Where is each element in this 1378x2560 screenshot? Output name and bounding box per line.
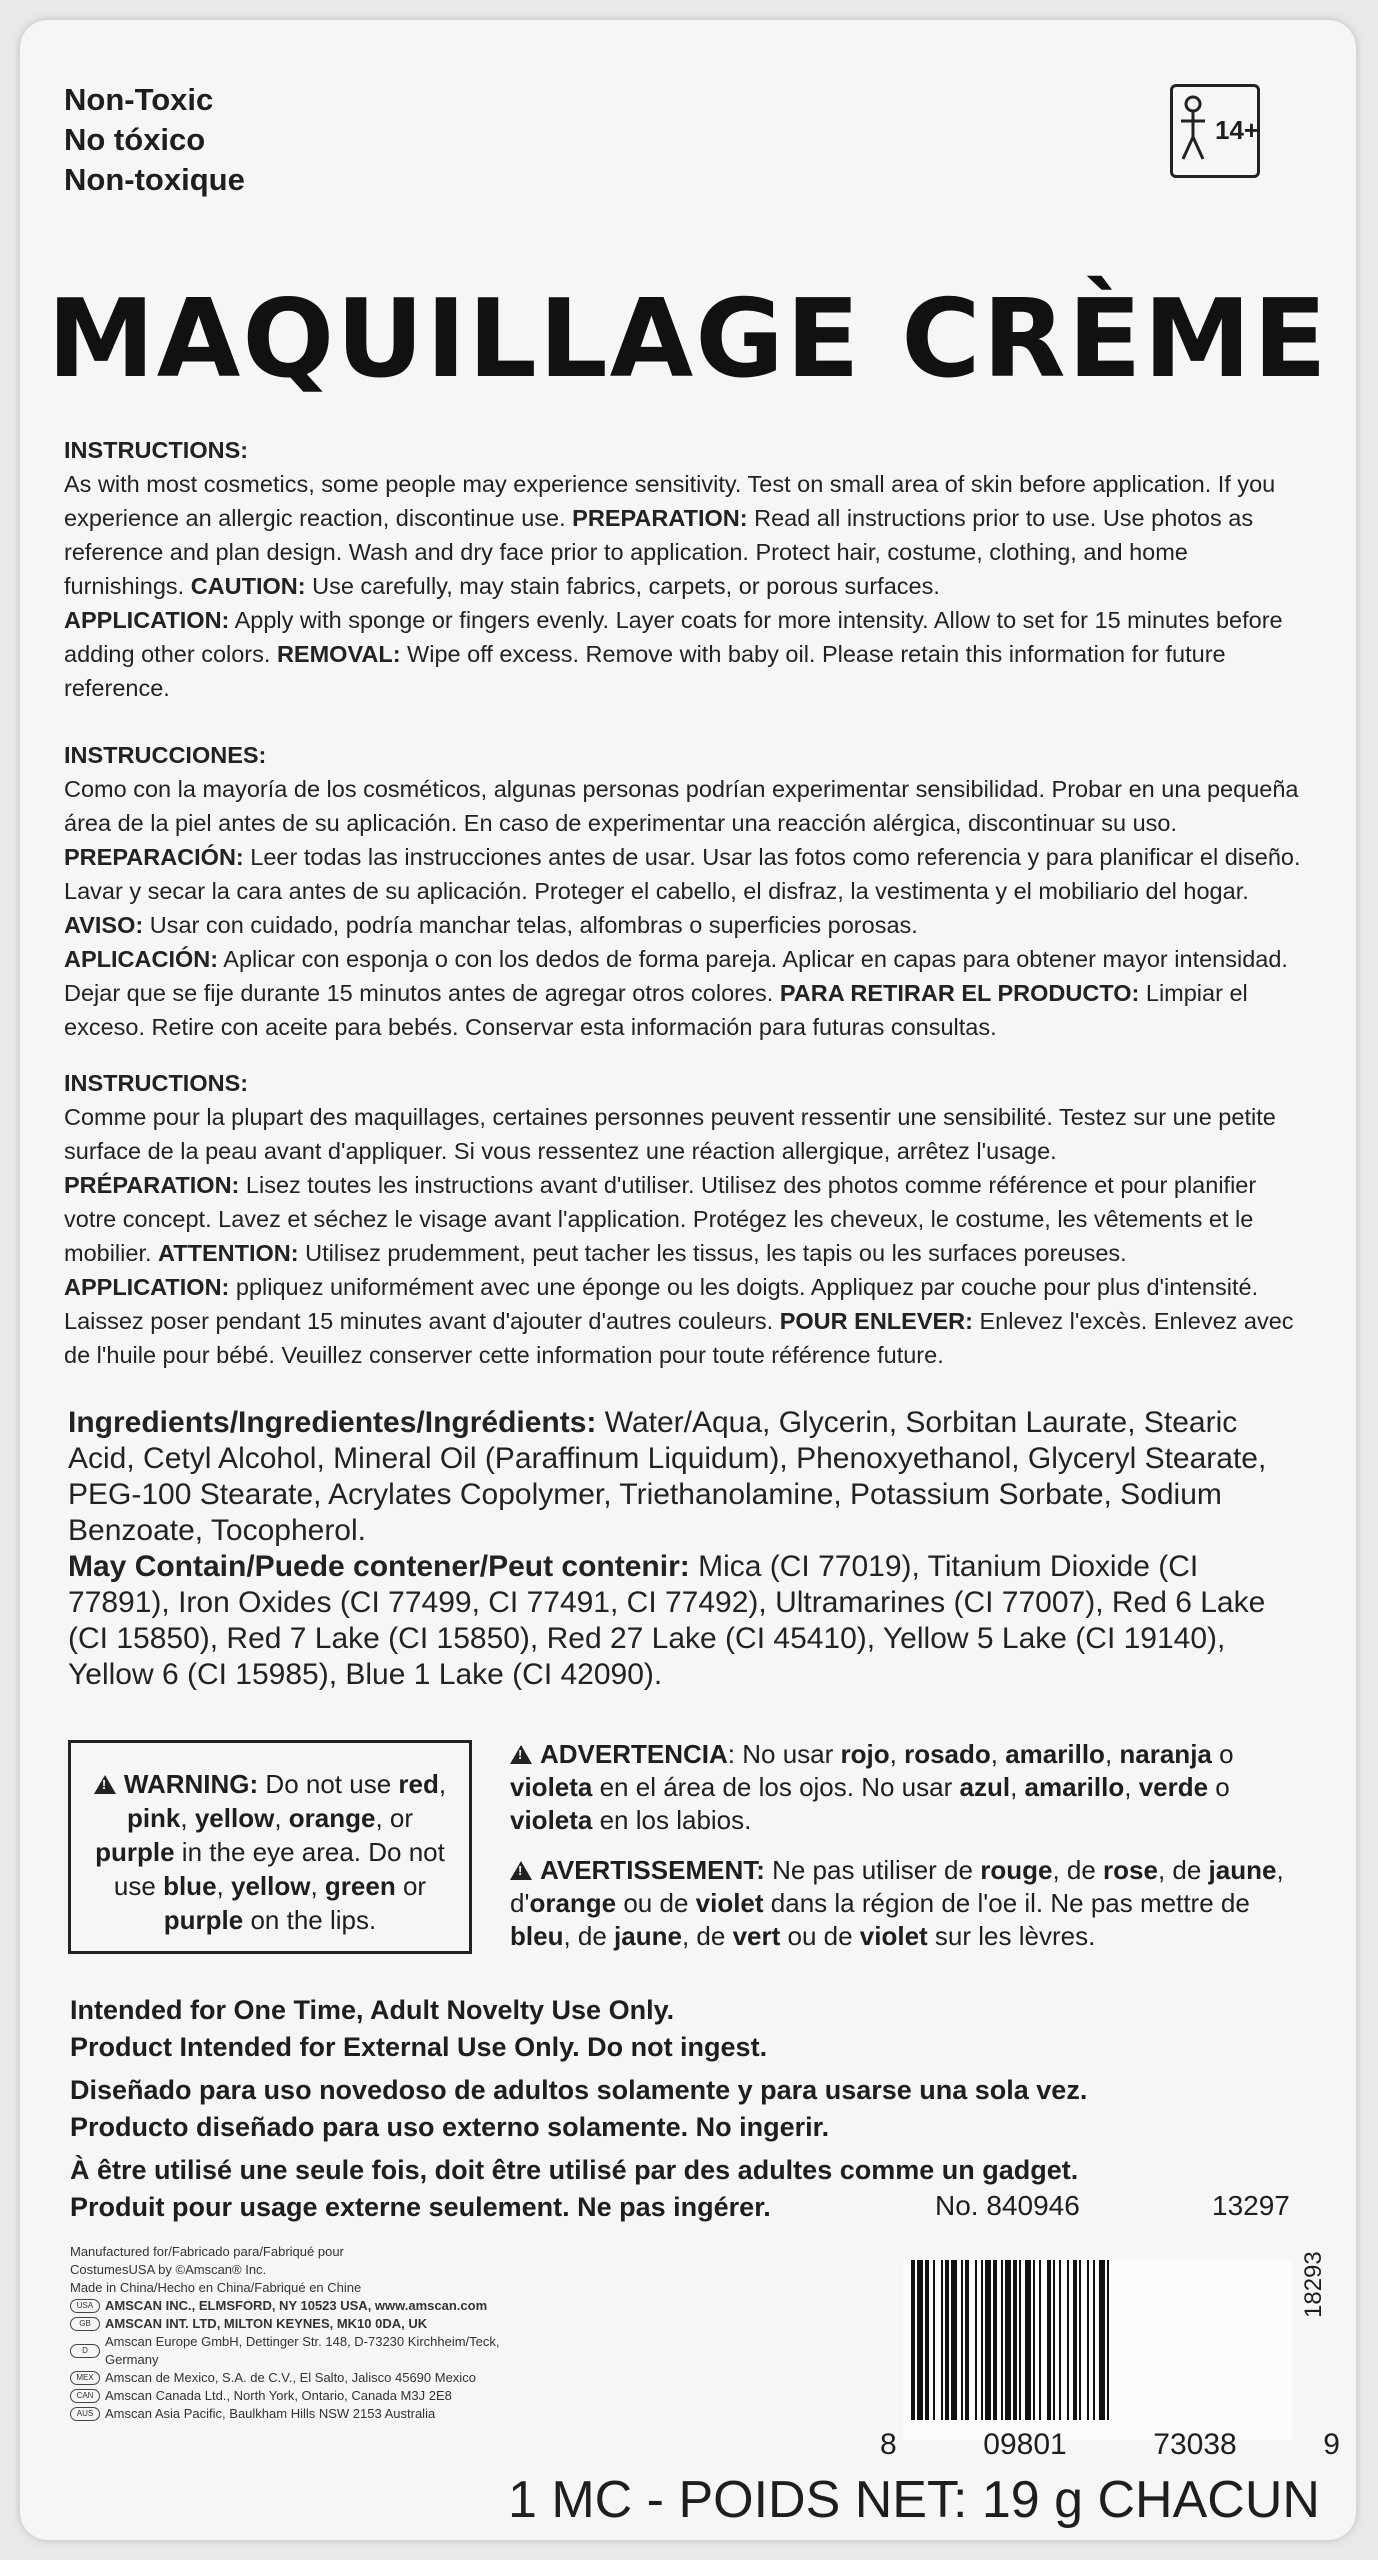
ingredients-label: Ingredients/Ingredientes/Ingrédients: bbox=[68, 1406, 597, 1439]
barcode-area bbox=[903, 2260, 1293, 2440]
barcode bbox=[903, 2260, 1293, 2440]
usage-line: Produit pour usage externe seulement. Ne pas ingérer. bbox=[70, 2192, 771, 2222]
product-code: 13297 bbox=[1212, 2190, 1290, 2221]
barcode-digits bbox=[880, 2428, 1340, 2462]
country-code: CAN bbox=[70, 2389, 100, 2403]
barcode-bar bbox=[1001, 2260, 1003, 2420]
warning-icon bbox=[510, 1861, 532, 1880]
usage-line: Diseñado para uso novedoso de adultos solamente y para usarse una sola vez. bbox=[70, 2075, 1088, 2105]
ingredients-list: Water/Aqua, Glycerin, Sorbitan Laurate, Stearic Acid, Cetyl Alcohol, Mineral Oil (Paraffinum Liquidum), Phenoxyethanol, Glyceryl Stearate, PEG-100 Stearate, Acrylates Copolymer, Triethanolamine, Potassium Sorbate, Sodium Benzoate, Tocopherol. bbox=[68, 1406, 1267, 1547]
barcode-bar bbox=[941, 2260, 943, 2420]
barcode-bar bbox=[951, 2260, 957, 2420]
barcode-bar bbox=[1079, 2260, 1081, 2420]
non-toxic-labels bbox=[64, 80, 245, 200]
address-row: MEX Amscan de Mexico, S.A. de C.V., El Salto, Jalisco 45690 Mexico bbox=[70, 2369, 540, 2387]
barcode-bar bbox=[1033, 2260, 1035, 2420]
country-code: D bbox=[70, 2344, 100, 2358]
instructions-spanish: INSTRUCCIONES: Como con la mayoría de los cosméticos, algunas personas podrían experimentar sensibilidad. Probar en una pequeña área de la piel antes de su aplicación. En caso de experimentar una reacción alérgica, discontinuar su uso. PREPARACIÓN: Leer todas las instrucciones antes de usar. Usar las fotos como referencia y para planificar el diseño. Lavar y secar la cara antes de su aplicación. Proteger el cabello, el disfraz, la vestimenta y el mobiliario del hogar. AVISO: Usar con cuidado, podría manchar telas, alfombras o superficies porosas. APLICACIÓN: Aplicar con esponja o con los dedos de forma pareja. Aplicar en capas para obtener mayor intensidad. Dejar que se fije durante 15 minutos antes de agregar otros colores. PARA RETIRAR EL PRODUCTO: Limpiar el exceso. Retire con aceite para bebés. Conservar esta información para futuras consultas. bbox=[64, 738, 1314, 1044]
barcode-bar bbox=[1107, 2260, 1109, 2420]
item-number: No. 840946 bbox=[935, 2190, 1080, 2221]
barcode-digit-group: 73038 bbox=[1153, 2428, 1237, 2461]
instructions-english: INSTRUCTIONS: As with most cosmetics, some people may experience sensitivity. Test on small area of skin before application. If you experience an allergic reaction, discontinue use. PREPARATION: Read all instructions prior to use. Use photos as reference and plan design. Wash and dry face prior to application. Protect hair, costume, clothing, and home furnishings. CAUTION: Use carefully, may stain fabrics, carpets, or porous surfaces. APPLICATION: Apply with sponge or fingers evenly. Layer coats for more intensity. Allow to set for 15 minutes before adding other colors. REMOVAL: Wipe off excess. Remove with baby oil. Please retain this information for future reference. bbox=[64, 433, 1314, 705]
usage-line: Intended for One Time, Adult Novelty Use Only. bbox=[70, 1995, 675, 2025]
barcode-bar bbox=[1025, 2260, 1031, 2420]
address-row: AUS Amscan Asia Pacific, Baulkham Hills NSW 2153 Australia bbox=[70, 2405, 540, 2423]
country-code: MEX bbox=[70, 2371, 100, 2385]
barcode-bar bbox=[917, 2260, 923, 2420]
barcode-bar bbox=[933, 2260, 935, 2420]
barcode-bar bbox=[961, 2260, 963, 2420]
address-row: USA AMSCAN INC., ELMSFORD, NY 10523 USA, www.amscan.com bbox=[70, 2297, 540, 2315]
barcode-bar bbox=[1087, 2260, 1089, 2420]
barcode-bar bbox=[981, 2260, 983, 2420]
may-contain-label: May Contain/Puede contener/Peut contenir: bbox=[68, 1550, 690, 1583]
non-toxic-fr: Non-toxique bbox=[64, 162, 245, 197]
warnings-multilingual bbox=[510, 1738, 1310, 1970]
barcode-digit-group: 09801 bbox=[983, 2428, 1067, 2461]
age-rating-badge bbox=[1170, 84, 1260, 178]
barcode-bar bbox=[1059, 2260, 1061, 2420]
ingredients-block bbox=[68, 1405, 1308, 1693]
barcode-bar bbox=[1047, 2260, 1051, 2420]
usage-line: À être utilisé une seule fois, doit être utilisé par des adultes comme un gadget. bbox=[70, 2155, 1079, 2185]
barcode-bar bbox=[945, 2260, 949, 2420]
country-code: USA bbox=[70, 2299, 100, 2313]
instructions-french: INSTRUCTIONS: Comme pour la plupart des maquillages, certaines personnes peuvent ressentir une sensibilité. Testez sur une petite surface de la peau avant d'appliquer. Si vous ressentez une réaction allergique, arrêtez l'usage. PRÉPARATION: Lisez toutes les instructions avant d'utiliser. Utilisez des photos comme référence et pour planifier votre concept. Lavez et séchez le visage avant l'application. Protégez les cheveux, le costume, les vêtements et le mobilier. ATTENTION: Utilisez prudemment, peut tacher les tissus, les tapis ou les surfaces poreuses. APPLICATION: ppliquez uniformément avec une éponge ou les doigts. Appliquez par couche pour plus d'intensité. Laissez poser pendant 15 minutes avant d'ajouter d'autres couleurs. POUR ENLEVER: Enlevez l'excès. Enlevez avec de l'huile pour bébé. Veuillez conserver cette information pour toute référence future. bbox=[64, 1066, 1314, 1372]
warning-spanish: !ADVERTENCIA: No usar rojo, rosado, amarillo, naranja o violeta en el área de los ojos. No usar azul, amarillo, verde o violeta en los labios. bbox=[510, 1738, 1310, 1837]
usage-line: Product Intended for External Use Only. Do not ingest. bbox=[70, 2032, 768, 2062]
barcode-bar bbox=[1073, 2260, 1077, 2420]
address-row: D Amscan Europe GmbH, Dettinger Str. 148, D-73230 Kirchheim/Teck, Germany bbox=[70, 2333, 540, 2369]
address-row: GB AMSCAN INT. LTD, MILTON KEYNES, MK10 0DA, UK bbox=[70, 2315, 540, 2333]
country-code: AUS bbox=[70, 2407, 100, 2421]
barcode-bar bbox=[1019, 2260, 1021, 2420]
barcode-bar bbox=[985, 2260, 991, 2420]
usage-line: Producto diseñado para uso externo solamente. No ingerir. bbox=[70, 2112, 830, 2142]
instructions-header: INSTRUCTIONS: bbox=[64, 437, 249, 463]
barcode-digit-group: 8 bbox=[880, 2428, 897, 2461]
barcode-bar bbox=[1005, 2260, 1011, 2420]
warning-icon bbox=[510, 1745, 532, 1764]
barcode-bar bbox=[911, 2260, 915, 2420]
barcode-bar bbox=[1067, 2260, 1069, 2420]
usage-notice bbox=[70, 1992, 1320, 2226]
net-weight: 1 MC - POIDS NET: 19 g CHACUN bbox=[508, 2471, 1320, 2529]
country-code: GB bbox=[70, 2317, 100, 2331]
address-row: CAN Amscan Canada Ltd., North York, Ontario, Canada M3J 2E8 bbox=[70, 2387, 540, 2405]
barcode-bar bbox=[925, 2260, 929, 2420]
instructions-header: INSTRUCTIONS: bbox=[64, 1070, 249, 1096]
non-toxic-en: Non-Toxic bbox=[64, 82, 214, 117]
barcode-bar bbox=[993, 2260, 997, 2420]
barcode-bar bbox=[1053, 2260, 1055, 2420]
barcode-bar bbox=[975, 2260, 977, 2420]
barcode-digit-group: 9 bbox=[1323, 2428, 1340, 2461]
barcode-bar bbox=[1093, 2260, 1095, 2420]
non-toxic-es: No tóxico bbox=[64, 122, 206, 157]
barcode-bar bbox=[1099, 2260, 1105, 2420]
product-title: MAQUILLAGE CRÈME bbox=[47, 277, 1329, 402]
person-icon bbox=[1179, 95, 1215, 165]
instructions-header: INSTRUCCIONES: bbox=[64, 742, 267, 768]
vertical-code: 18293 bbox=[1300, 2251, 1327, 2318]
barcode-bar bbox=[1013, 2260, 1017, 2420]
age-rating: 14+ bbox=[1215, 115, 1260, 145]
warning-icon bbox=[94, 1775, 116, 1794]
barcode-bar bbox=[965, 2260, 969, 2420]
manufacturer-info: Manufactured for/Fabricado para/Fabriqué pour CostumesUSA by ©Amscan® Inc. Made in China/Hecho en China/Fabriqué en Chine USA AMSCAN INC., ELMSFORD, NY 10523 USA, www.amscan.com GB AMSCAN INT. LTD, MILTON KEYNES, MK10 0DA, UK D Amscan Europe GmbH, Dettinger Str. 148, D-73230 Kirchheim/Teck, Germany MEX Amscan de Mexico, S.A. de C.V., El Salto, Jalisco 45690 Mexico CAN Amscan Canada Ltd., North York, Ontario, Canada M3J 2E8 AUS Amscan Asia Pacific, Baulkham Hills NSW 2153 Australia bbox=[70, 2243, 540, 2423]
barcode-bar bbox=[1039, 2260, 1041, 2420]
may-contain-list: Mica (CI 77019), Titanium Dioxide (CI 77891), Iron Oxides (CI 77499, CI 77491, CI 77492), Ultramarines (CI 77007), Red 6 Lake (CI 15850), Red 7 Lake (CI 15850), Red 27 Lake (CI 45410), Yellow 5 Lake (CI 19140), Yellow 6 (CI 15985), Blue 1 Lake (CI 42090). bbox=[68, 1550, 1266, 1691]
warning-french: !AVERTISSEMENT: Ne pas utiliser de rouge, de rose, de jaune, d'orange ou de violet dans la région de l'oe il. Ne pas mettre de bleu, de jaune, de vert ou de violet sur les lèvres. bbox=[510, 1854, 1310, 1953]
package-back bbox=[20, 20, 1356, 2540]
warning-box: !WARNING: Do not use red, pink, yellow, orange, or purple in the eye area. Do not use blue, yellow, green or purple on the lips. bbox=[68, 1740, 472, 1954]
